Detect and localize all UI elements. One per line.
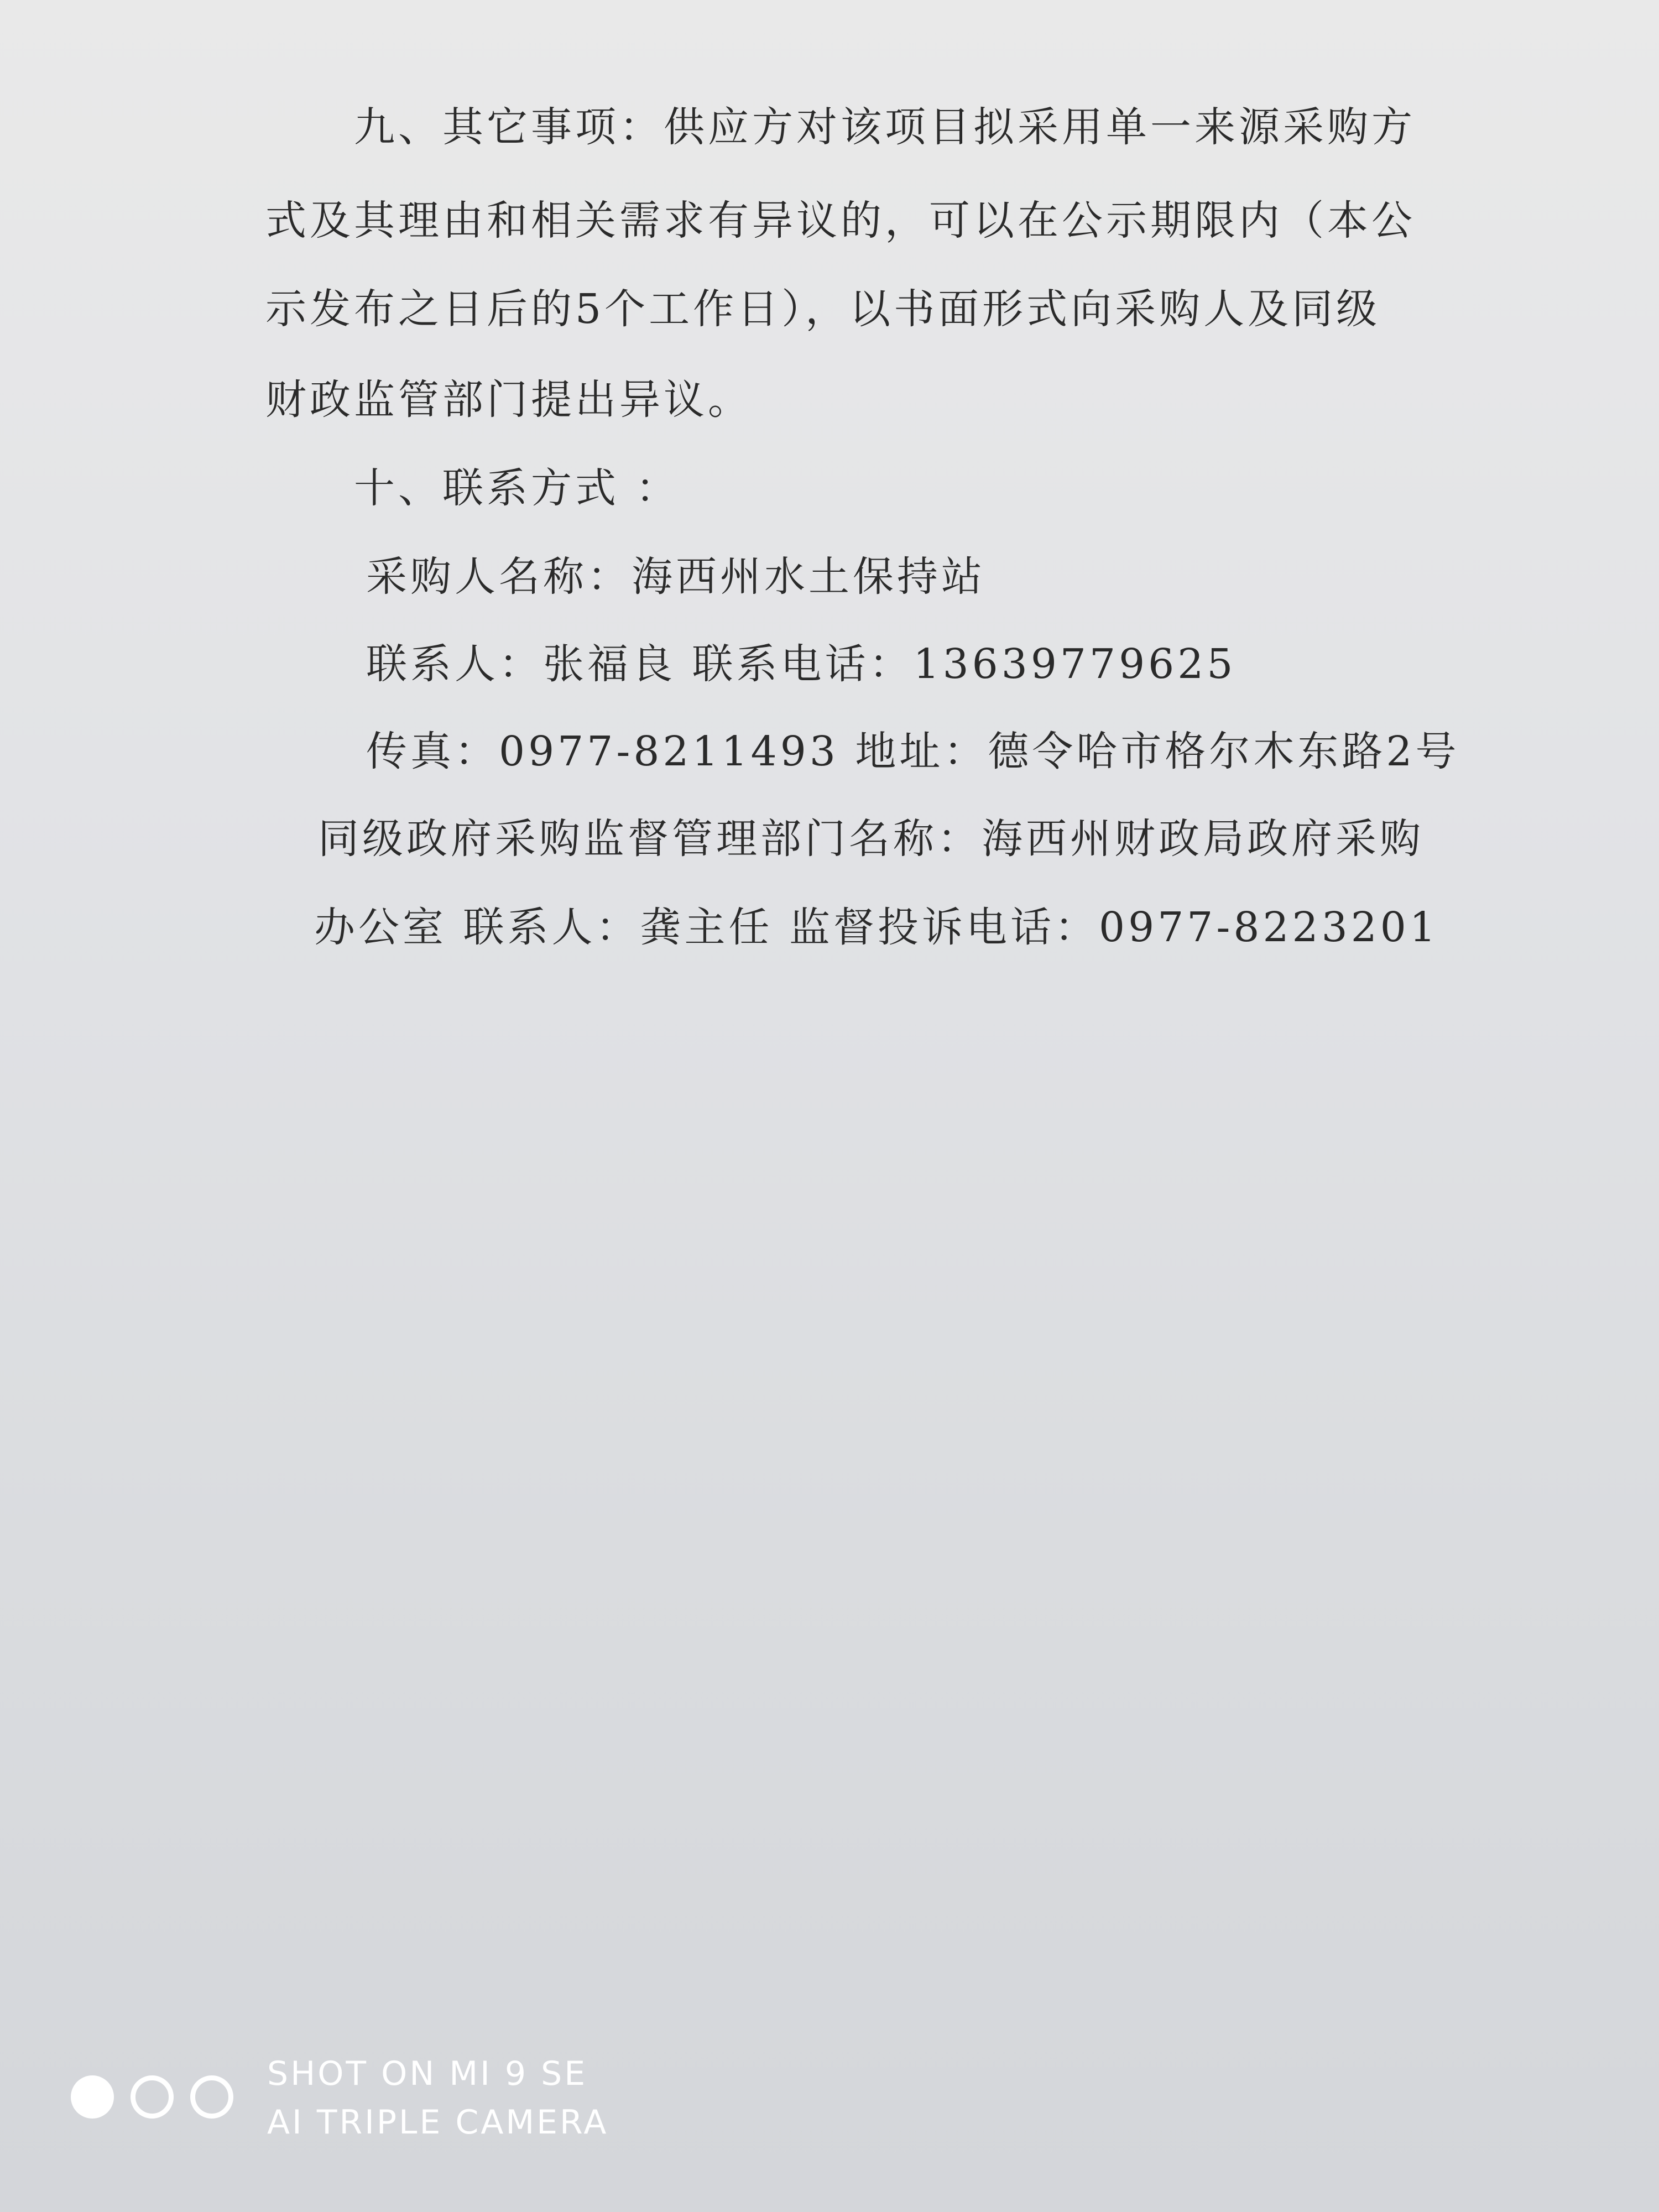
text-line-objection-2: 示发布之日后的5个工作日），以书面形式向采购人及同级 [265, 285, 1381, 333]
camera-lens-dots [71, 2075, 237, 2125]
text-line-fax-address: 传真：0977-8211493 地址：德令哈市格尔木东路2号 [366, 728, 1460, 775]
text-line-purchaser-name: 采购人名称：海西州水土保持站 [366, 553, 985, 601]
camera-watermark [71, 2054, 679, 2154]
watermark-line-1: SHOT ON MI 9 SE [267, 2054, 588, 2093]
lens-dot-icon [71, 2075, 114, 2119]
lens-ring-icon [190, 2075, 233, 2119]
section-heading-contact: 十、联系方式 ： [354, 465, 680, 512]
watermark-line-2: AI TRIPLE CAMERA [267, 2103, 609, 2142]
text-line-supervision-dept: 同级政府采购监督管理部门名称：海西州财政局政府采购 [318, 815, 1424, 863]
lens-ring-icon [131, 2075, 174, 2119]
text-line-objection-3: 财政监管部门提出异议。 [265, 376, 752, 424]
text-line-supervision-contact: 办公室 联系人：龚主任 监督投诉电话：0977-8223201 [314, 904, 1439, 951]
text-line-contact-phone: 联系人：张福良 联系电话：13639779625 [366, 640, 1237, 688]
text-line-other-matters: 九、其它事项：供应方对该项目拟采用单一来源采购方 [354, 103, 1416, 151]
text-line-objection-1: 式及其理由和相关需求有异议的，可以在公示期限内（本公 [265, 197, 1416, 244]
